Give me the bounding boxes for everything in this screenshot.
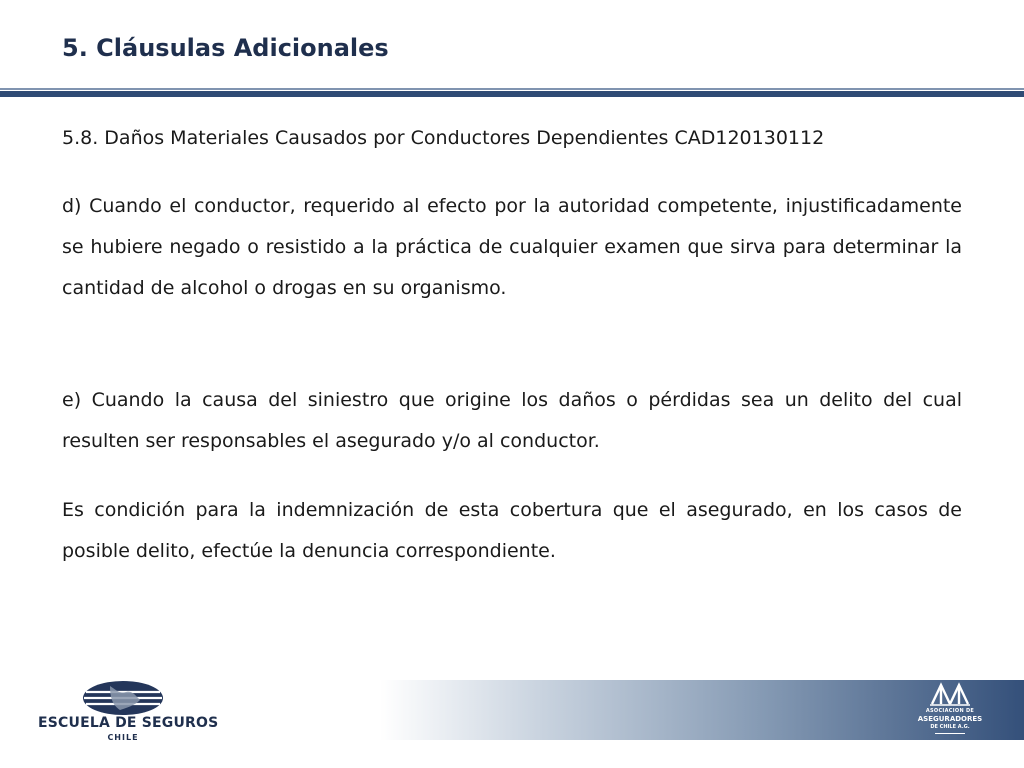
asociacion-logo-line1: ASOCIACION DE	[925, 708, 975, 714]
asociacion-logo-line3: DE CHILE A.G.	[930, 724, 970, 730]
paragraph-d: d) Cuando el conductor, requerido al efecto por la autoridad competente, injustificadamente se hubiere negado o resistido a la práctica de cualquier examen que sirva para determinar la cantidad de alcohol o drogas en su organismo.	[62, 195, 962, 299]
globe-icon	[80, 680, 166, 716]
header-rule-thin	[0, 88, 1024, 90]
columns-icon	[930, 682, 970, 706]
escuela-logo-sub: CHILE	[107, 733, 139, 742]
asociacion-logo-underline	[935, 733, 965, 734]
escuela-de-seguros-logo	[38, 678, 219, 748]
paragraph-e: e) Cuando la causa del siniestro que origine los daños o pérdidas sea un delito del cual resulten ser responsables el asegurado y/o al conductor.	[62, 389, 962, 452]
clause-subheading: 5.8. Daños Materiales Causados por Conductores Dependientes CAD120130112	[62, 127, 825, 149]
asociacion-aseguradores-logo	[905, 682, 995, 740]
escuela-logo-name: ESCUELA DE SEGUROS	[38, 715, 219, 731]
slide-title: 5. Cláusulas Adicionales	[62, 34, 389, 62]
header-rule-thick	[0, 91, 1024, 97]
asociacion-logo-line2: ASEGURADORES	[917, 715, 983, 723]
paragraph-condition: Es condición para la indemnización de esta cobertura que el asegurado, en los casos de posible delito, efectúe la denuncia correspondiente.	[62, 499, 962, 562]
